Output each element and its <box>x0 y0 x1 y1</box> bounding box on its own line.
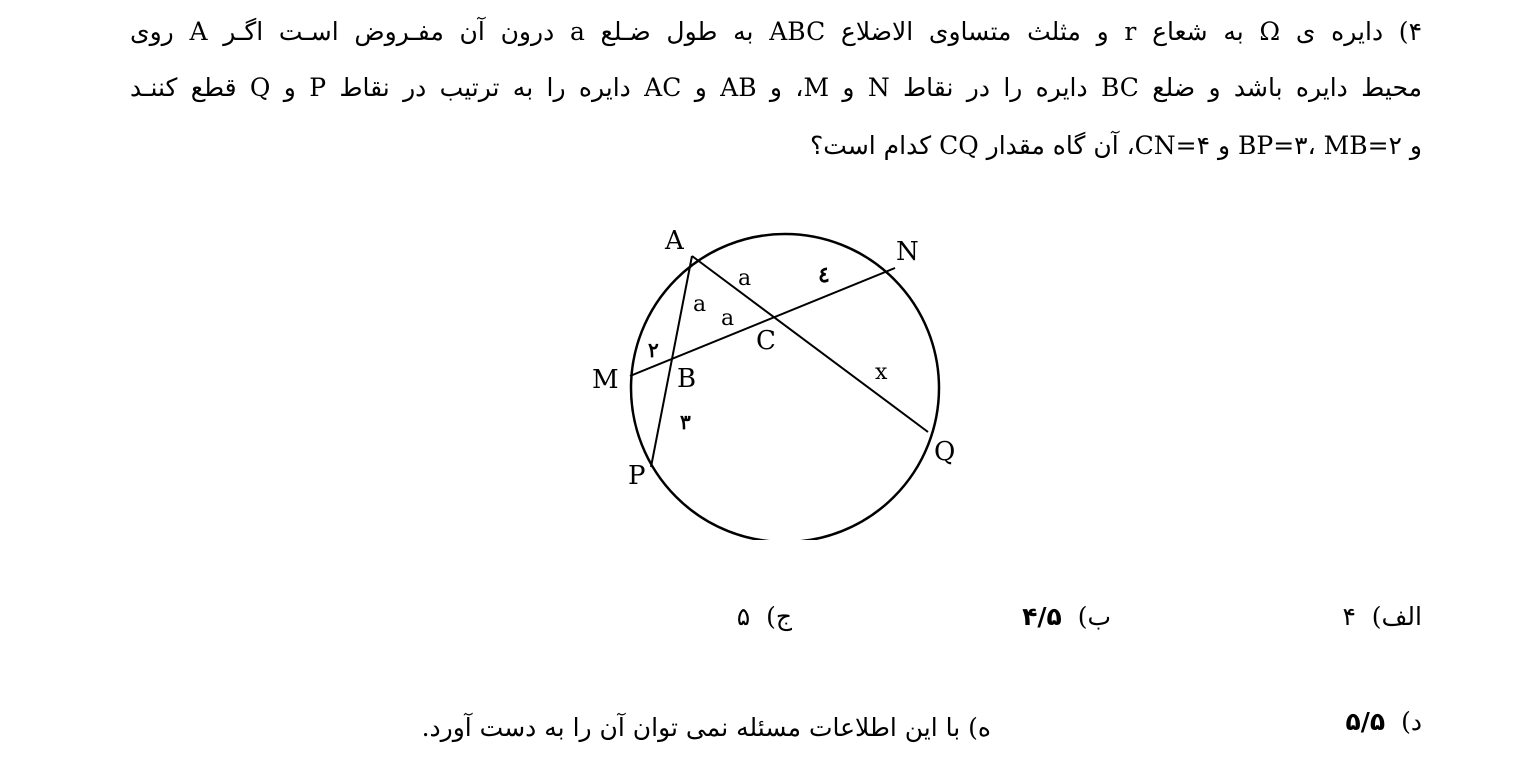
option-d-label: د) <box>1401 707 1422 736</box>
label-point-C: C <box>756 326 776 356</box>
label-point-A: A <box>665 226 684 256</box>
question-line-2: محیط دایره باشد و ضلع BC دایره را در نقاط N و M، و AB و AC دایره را به ترتیب در نقاط P و Q قطع کننـد <box>130 73 1422 102</box>
option-a-label: الف) <box>1371 602 1422 631</box>
label-side-ac: a <box>738 266 752 291</box>
label-point-B: B <box>677 364 697 394</box>
option-b <box>1022 602 1111 631</box>
label-point-Q: Q <box>934 437 956 467</box>
option-c-label: ج) <box>766 602 792 631</box>
option-c <box>737 602 792 631</box>
option-a-value: ۴ <box>1342 602 1356 631</box>
geometry-figure <box>585 222 975 540</box>
label-side-bc: a <box>721 306 735 331</box>
option-c-value: ۵ <box>736 602 751 631</box>
label-point-P: P <box>628 461 646 491</box>
segment-A-Q <box>692 256 928 432</box>
label-length-cq: x <box>875 360 888 385</box>
label-point-N: N <box>896 237 919 267</box>
option-a <box>1342 602 1422 631</box>
option-b-value: ۴/۵ <box>1022 602 1062 631</box>
option-d <box>1346 707 1422 736</box>
question-line-1: ۴) دایره ی Ω به شعاع r و مثلث متساوی الاضلاع ABC به طول ضـلع a درون آن مفـروض اسـت اگـر A روی <box>130 17 1422 46</box>
option-e: ه) با این اطلاعات مسئله نمی توان آن را به دست آورد. <box>421 713 991 742</box>
label-length-bp: ۳ <box>680 410 691 434</box>
label-length-cn: ٤ <box>818 262 830 288</box>
label-side-ab: a <box>693 292 707 317</box>
question-line-3: و BP=۳، MB=۲ و CN=۴، آن گاه مقدار CQ کدام است؟ <box>810 131 1422 160</box>
option-b-label: ب) <box>1077 602 1111 631</box>
option-d-value: ۵/۵ <box>1345 707 1386 736</box>
label-length-mb: ۲ <box>648 338 659 362</box>
label-point-M: M <box>592 365 619 395</box>
